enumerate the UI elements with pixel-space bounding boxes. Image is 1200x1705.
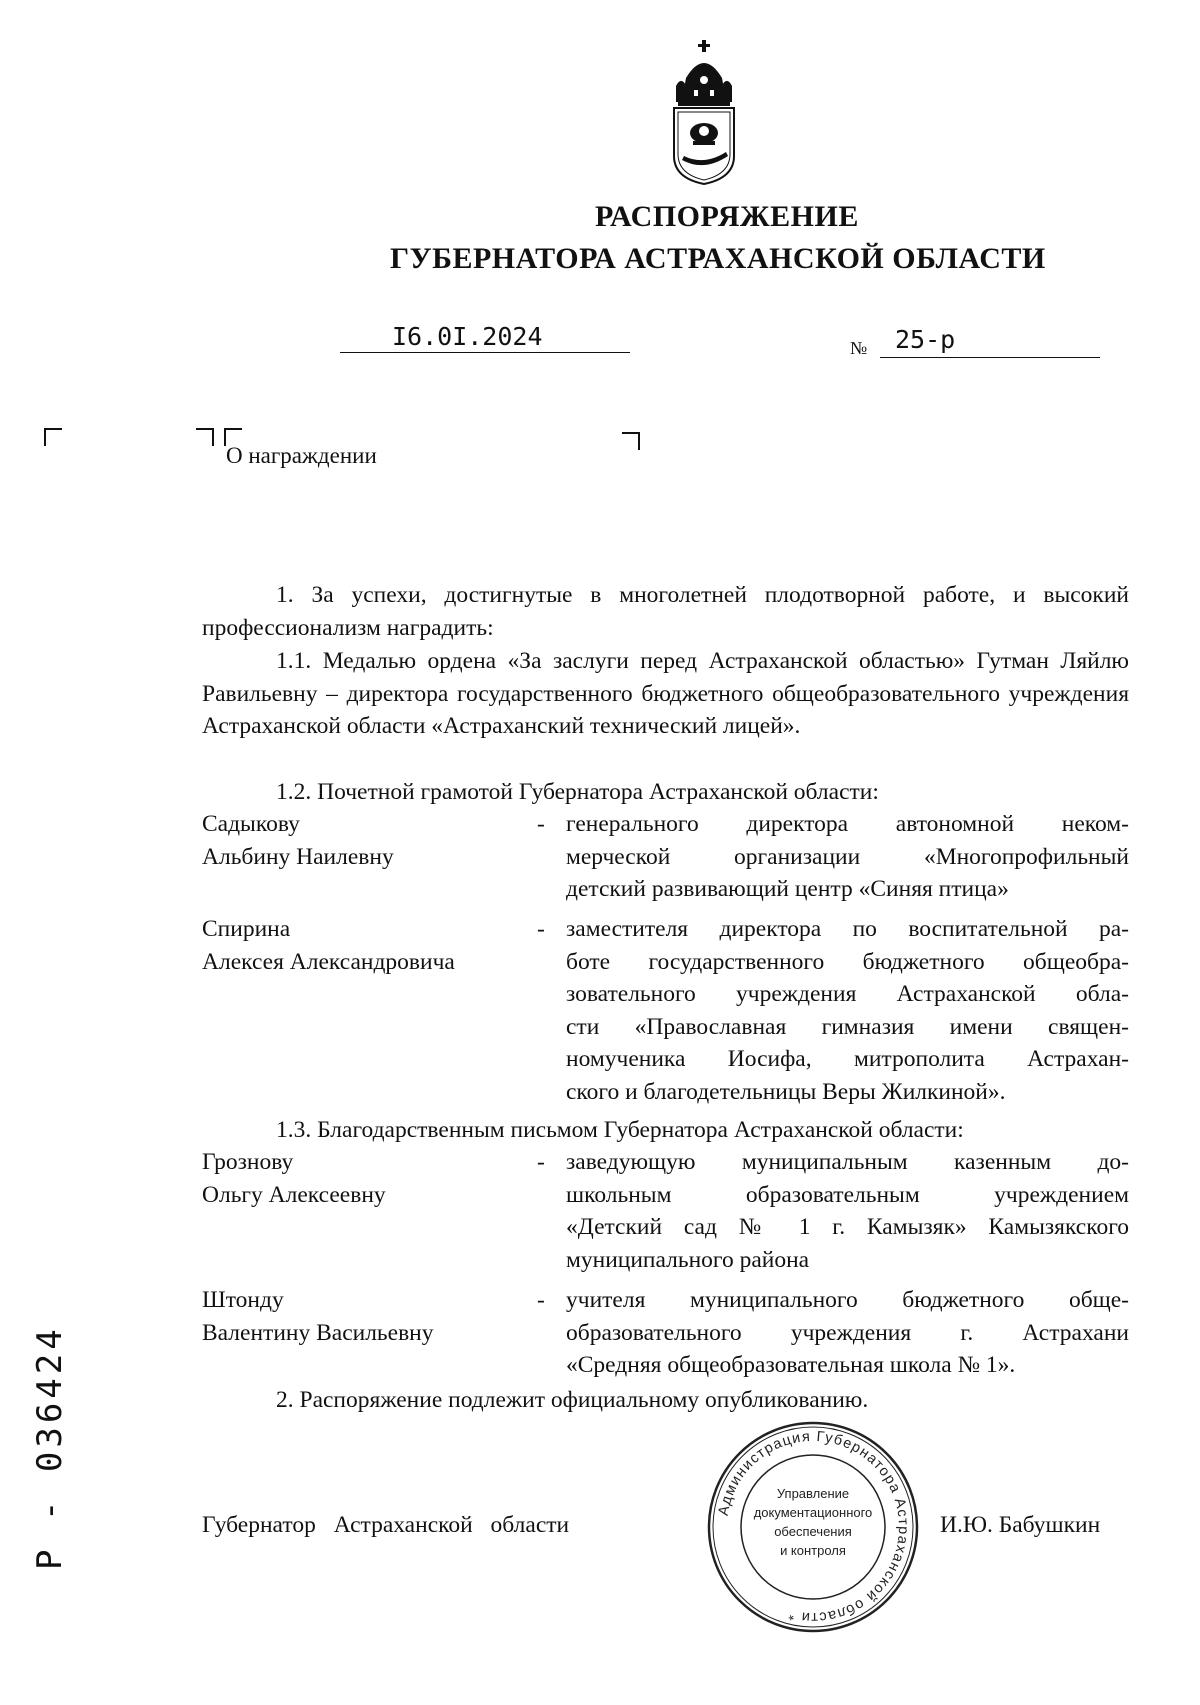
date-underline [340, 350, 630, 353]
awardee-dash: - [537, 916, 545, 942]
awardee-name [202, 1146, 522, 1211]
awardee-description [566, 1284, 1129, 1382]
awardee-dash: - [537, 811, 545, 837]
description-line: ского и благодетельницы Веры Жилкиной». [566, 1078, 1006, 1105]
awardee-name [202, 913, 522, 978]
document-title-line-1: РАСПОРЯЖЕНИЕ [595, 200, 859, 233]
awardee-given-name: Ольгу Алексеевну [202, 1181, 386, 1208]
number-label: № [850, 338, 868, 358]
stamp-inner-line: и контроля [780, 1543, 846, 1558]
description-line: номученика Иосифа, митрополита Астрахан- [566, 1046, 1129, 1072]
registration-number: Р - 036424 [30, 1325, 70, 1570]
awardee-surname: Спирина [202, 916, 291, 942]
description-line: заведующую муниципальным казенным до- [566, 1149, 1129, 1175]
description-line: заместителя директора по воспитательной ра- [566, 916, 1129, 942]
description-line: учителя муниципального бюджетного обще- [566, 1287, 1129, 1313]
document-title-line-2: ГУБЕРНАТОРА АСТРАХАНСКОЙ ОБЛАСТИ [390, 242, 1046, 275]
paragraph-1-2: 1.2. Почетной грамотой Губернатора Астраханской области: [276, 779, 879, 805]
paragraph-1-3: 1.3. Благодарственным письмом Губернатора Астраханской области: [276, 1117, 964, 1143]
description-line: генерального директора автономной неком- [566, 811, 1129, 837]
stamp-inner-line: Управление [776, 1486, 850, 1501]
corner-mark-subject-start-a [196, 428, 214, 446]
description-line: мерческой организации «Многопрофильный [566, 843, 1129, 870]
awardee-description [566, 913, 1129, 1108]
coat-of-arms-emblem [664, 38, 744, 186]
awardee-given-name: Валентину Васильевну [202, 1319, 434, 1346]
document-date: I6.0I.2024 [392, 322, 543, 351]
document-subject: О награждении [226, 443, 377, 468]
description-line: зовательного учреждения Астраханской обла- [566, 981, 1129, 1007]
description-line: образовательного учреждения г. Астрахани [566, 1319, 1129, 1346]
stamp-ring-text: Администрация Губернатора Астраханской области * [715, 1428, 912, 1626]
awardee-surname: Штонду [202, 1287, 284, 1313]
awardee-surname: Садыкову [202, 811, 300, 837]
description-line: «Детский сад № 1 г. Камызяк» Камызякского [566, 1214, 1129, 1240]
corner-mark-left [44, 428, 62, 446]
description-line: детский развивающий центр «Синяя птица» [566, 876, 1009, 902]
paragraph-1: 1. За успехи, достигнутые в многолетней плодотворной работе, и высокий профессионализм наградить: [202, 582, 1129, 641]
awardee-given-name: Альбину Наилевну [202, 843, 394, 870]
description-line: «Средняя общеобразовательная школа № 1». [566, 1352, 1016, 1378]
awardee-surname: Грознову [202, 1149, 294, 1175]
awardee-description [566, 808, 1129, 906]
document-number: 25-р [895, 325, 956, 354]
description-line: сти «Православная гимназия имени священ- [566, 1013, 1129, 1040]
stamp-inner-line: документационного [753, 1505, 873, 1520]
awardee-dash: - [537, 1149, 545, 1175]
description-line: муниципального района [566, 1246, 810, 1273]
description-line: школьным образовательным учреждением [566, 1181, 1129, 1208]
number-underline [880, 355, 1100, 358]
paragraph-1-1: 1.1. Медалью ордена «За заслуги перед Астраханской областью» Гутман Ляйлю Равильевну – директора государственного бюджетного общеобразовательного учреждения Астраханской области «Астраханский технический лицей». [202, 648, 1129, 739]
awardee-name [202, 1284, 522, 1349]
signatory-name: И.Ю. Бабушкин [940, 1512, 1101, 1538]
stamp-inner-line: обеспечения [774, 1524, 852, 1539]
awardee-description [566, 1146, 1129, 1276]
corner-mark-subject-end [622, 432, 640, 450]
awardee-dash: - [537, 1287, 545, 1313]
description-line: боте государственного бюджетного общеобра- [566, 948, 1129, 975]
signatory-post: Губернатор Астраханской области [202, 1512, 570, 1538]
paragraph-2: 2. Распоряжение подлежит официальному опубликованию. [276, 1387, 869, 1413]
awardee-name [202, 808, 522, 873]
awardee-given-name: Алексея Александровича [202, 948, 455, 975]
stamp-inner-text [730, 1484, 896, 1560]
